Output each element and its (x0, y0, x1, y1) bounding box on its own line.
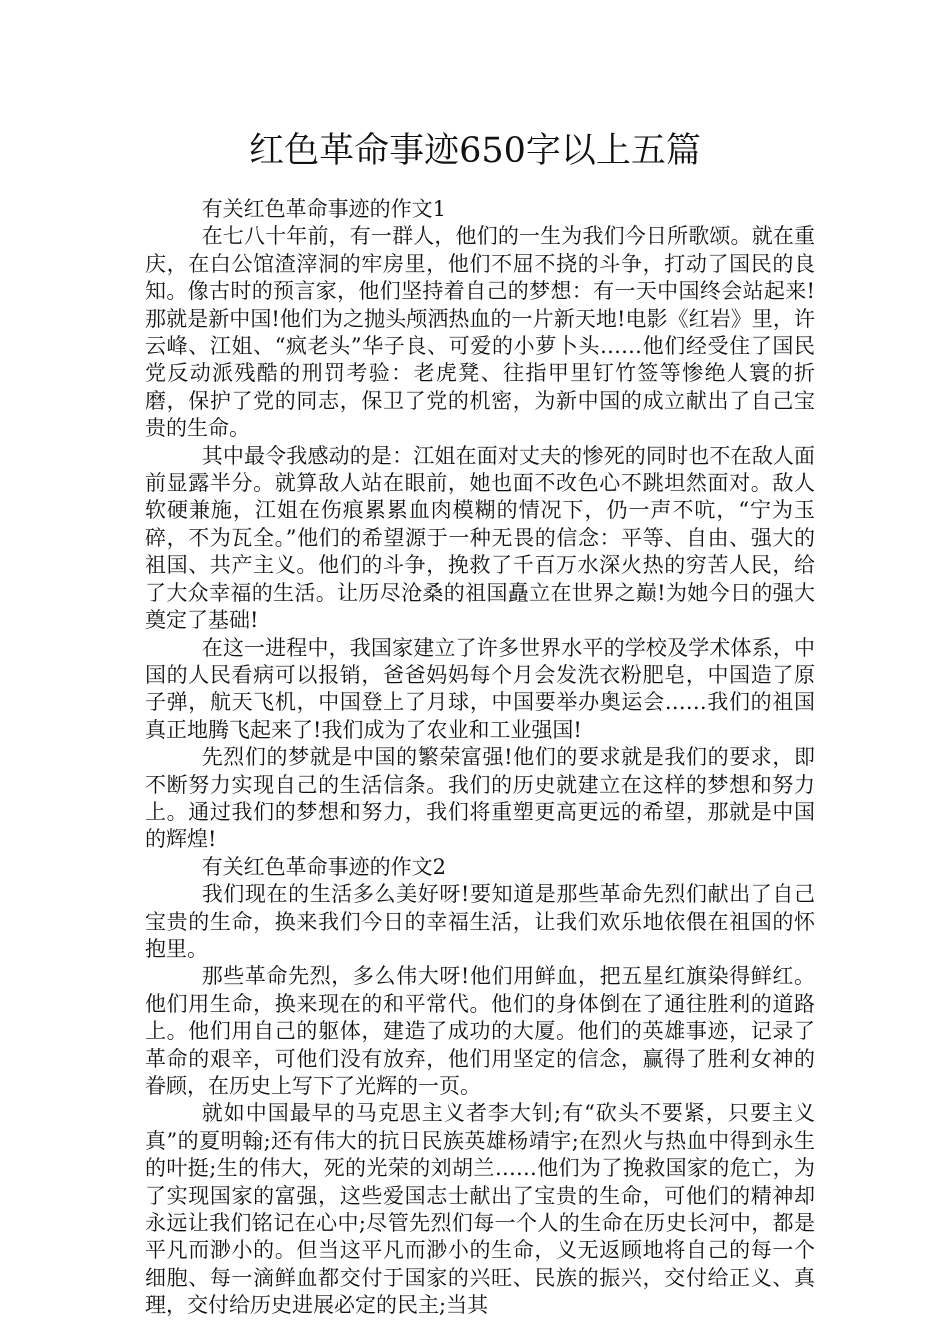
paragraph: 在这一进程中，我国家建立了许多世界水平的学校及学术体系，中国的人民看病可以报销，爸爸妈妈每个月会发洗衣粉肥皂，中国造了原子弹，航天飞机，中国登上了月球，中国要举办奥运会……我们的祖国真正地腾飞起来了!我们成为了农业和工业强国! (145, 635, 815, 742)
paragraph: 我们现在的生活多么美好呀!要知道是那些革命先烈们献出了自己宝贵的生命，换来我们今日的幸福生活，让我们欢乐地依偎在祖国的怀抱里。 (145, 882, 815, 961)
paragraph: 其中最令我感动的是：江姐在面对丈夫的惨死的同时也不在敌人面前显露半分。就算敌人站在眼前，她也面不改色心不跳坦然面对。敌人软硬兼施，江姐在伤痕累累血肉模糊的情况下，仍一声不吭，“宁为玉碎，不为瓦全。”他们的希望源于一种无畏的信念：平等、自由、强大的祖国、共产主义。他们的斗争，挽救了千百万水深火热的穷苦人民，给了大众幸福的生活。让历尽沧桑的祖国矗立在世界之巅!为她今日的强大奠定了基础! (145, 443, 815, 633)
paragraph: 在七八十年前，有一群人，他们的一生为我们今日所歌颂。就在重庆，在白公馆渣滓洞的牢房里，他们不屈不挠的斗争，打动了国民的良知。像古时的预言家，他们坚持着自己的梦想：有一天中国终会站起来!那就是新中国!他们为之抛头颅洒热血的一片新天地!电影《红岩》里，许云峰、江姐、“疯老头”华子良、可爱的小萝卜头……他们经受住了国民党反动派残酷的刑罚考验：老虎凳、往指甲里钉竹签等惨绝人寰的折磨，保护了党的同志，保卫了党的机密，为新中国的成立献出了自己宝贵的生命。 (145, 224, 815, 441)
essay-heading-2: 有关红色革命事迹的作文2 (201, 854, 447, 879)
paragraph: 先烈们的梦就是中国的繁荣富强!他们的要求就是我们的要求，即不断努力实现自己的生活信条。我们的历史就建立在这样的梦想和努力上。通过我们的梦想和努力，我们将重塑更高更远的希望，那就是中国的辉煌! (145, 745, 815, 852)
document-body (145, 196, 815, 1320)
paragraph: 那些革命先烈，多么伟大呀!他们用鲜血，把五星红旗染得鲜红。他们用生命，换来现在的和平常代。他们的身体倒在了通往胜利的道路上。他们用自己的躯体，建造了成功的大厦。他们的英雄事迹，记录了革命的艰辛，可他们没有放弃，他们用坚定的信念，赢得了胜利女神的眷顾，在历史上写下了光辉的一页。 (145, 964, 815, 1098)
essay-heading-1: 有关红色革命事迹的作文1 (201, 197, 447, 221)
document-title: 红色革命事迹650字以上五篇 (249, 131, 701, 171)
paragraph: 就如中国最早的马克思主义者李大钊;有“砍头不要紧，只要主义真”的夏明翰;还有伟大的抗日民族英雄杨靖宇;在烈火与热血中得到永生的叶挺;生的伟大，死的光荣的刘胡兰……他们为了挽救国家的危亡，为了实现国家的富强，这些爱国志士献出了宝贵的生命，可他们的精神却永远让我们铭记在心中;尽管先烈们每一个人的生命在历史长河中，都是平凡而渺小的。但当这平凡而渺小的生命，义无返顾地将自己的每一个细胞、每一滴鲜血都交付于国家的兴旺、民族的振兴，交付给正义、真理，交付给历史进展必定的民主;当其 (145, 1101, 815, 1318)
